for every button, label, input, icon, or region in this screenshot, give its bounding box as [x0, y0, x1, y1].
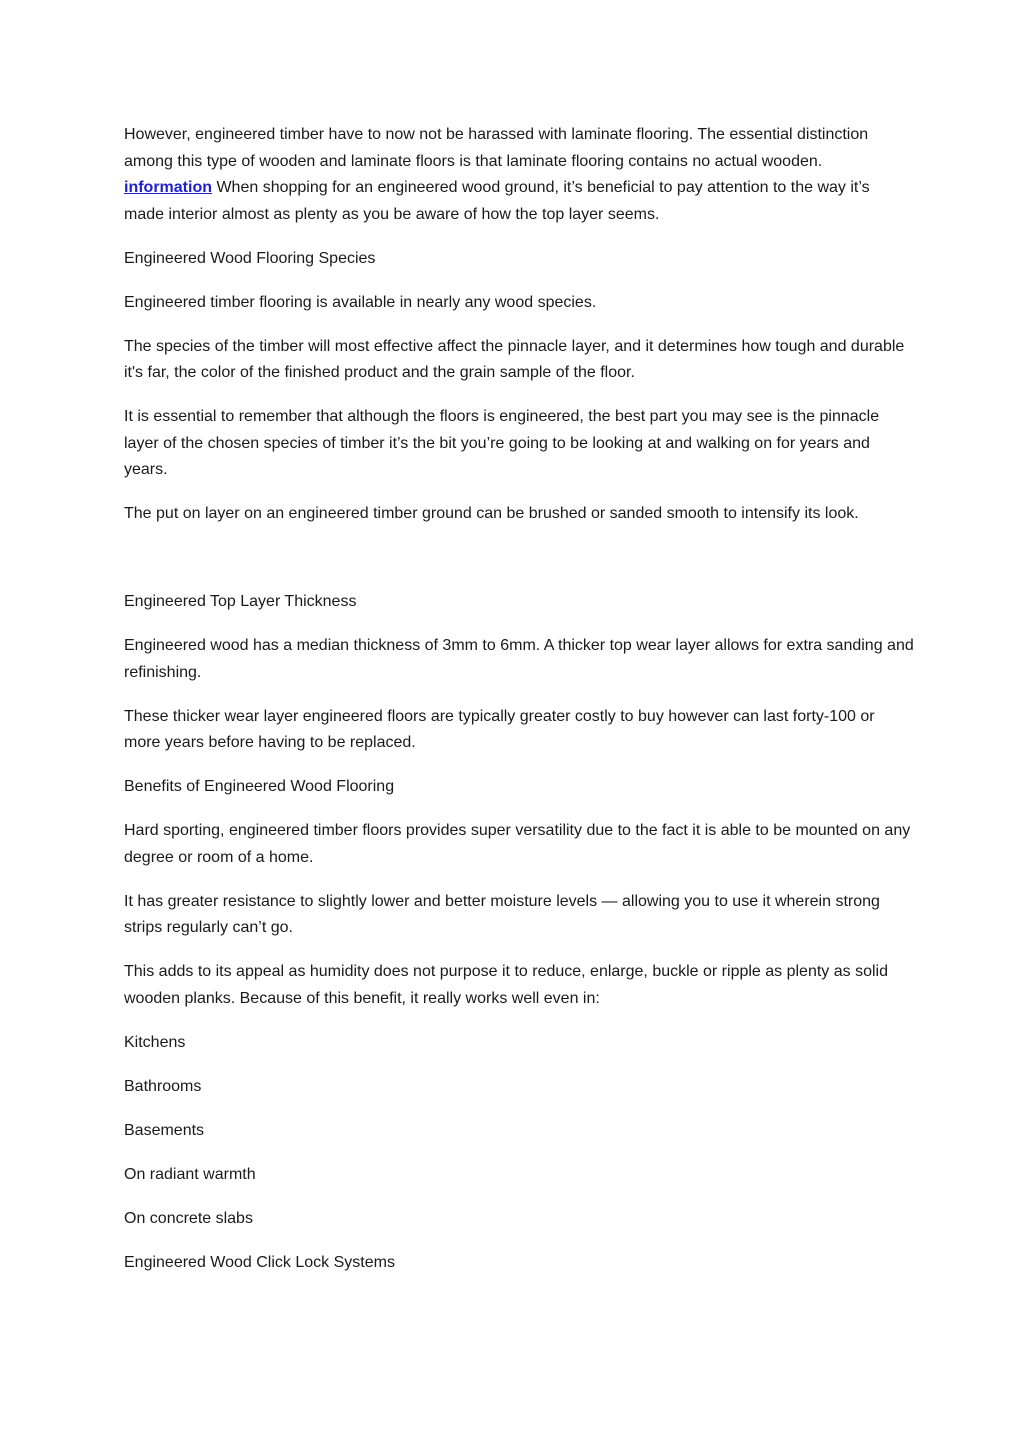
- list-item-bathrooms: Bathrooms: [124, 1077, 202, 1095]
- paragraph-species-3: It is essential to remember that although the floors is engineered, the best part you may see is the pinnacle layer of the chosen species of timber it’s the bit you’re going to be looking at and walking on for years and years.: [124, 408, 880, 478]
- information-link[interactable]: information: [124, 179, 212, 196]
- intro-text-before-link: However, engineered timber have to now not be harassed with laminate flooring. The essential distinction among this type of wooden and laminate floors is that laminate flooring contains no actual wooden.: [124, 126, 869, 170]
- list-item-radiant-warmth: On radiant warmth: [124, 1165, 256, 1183]
- intro-text-after-link: When shopping for an engineered wood ground, it’s beneficial to pay attention to the way it’s made interior almost as plenty as you be aware of how the top layer seems.: [124, 179, 870, 223]
- heading-thickness: Engineered Top Layer Thickness: [124, 593, 357, 610]
- paragraph-benefits-2: It has greater resistance to slightly lower and better moisture levels — allowing you to use it wherein strong strips regularly can’t go.: [124, 892, 880, 936]
- paragraph-thickness-2: These thicker wear layer engineered floors are typically greater costly to buy however can last forty-100 or more years before having to be replaced.: [124, 707, 875, 751]
- paragraph-thickness-1: Engineered wood has a median thickness of 3mm to 6mm. A thicker top wear layer allows for extra sanding and refinishing.: [124, 637, 914, 681]
- paragraph-benefits-3: This adds to its appeal as humidity does not purpose it to reduce, enlarge, buckle or ripple as plenty as solid wooden planks. Because of this benefit, it really works well even in:: [124, 963, 888, 1007]
- paragraph-intro: [124, 122, 914, 228]
- blank-line: [124, 545, 914, 572]
- heading-benefits: Benefits of Engineered Wood Flooring: [124, 778, 395, 795]
- heading-click-lock: Engineered Wood Click Lock Systems: [124, 1253, 395, 1271]
- document-page: [124, 122, 914, 1294]
- list-item-concrete-slabs: On concrete slabs: [124, 1209, 253, 1227]
- paragraph-species-1: Engineered timber flooring is available in nearly any wood species.: [124, 293, 597, 311]
- paragraph-benefits-1: Hard sporting, engineered timber floors provides super versatility due to the fact it is able to be mounted on any degree or room of a home.: [124, 822, 911, 866]
- list-item-basements: Basements: [124, 1121, 205, 1139]
- heading-species: Engineered Wood Flooring Species: [124, 249, 376, 267]
- paragraph-species-4: The put on layer on an engineered timber ground can be brushed or sanded smooth to intensify its look.: [124, 505, 859, 522]
- list-item-kitchens: Kitchens: [124, 1033, 186, 1051]
- paragraph-species-2: The species of the timber will most effective affect the pinnacle layer, and it determines how tough and durable it's far, the color of the finished product and the grain sample of the floor.: [124, 337, 905, 381]
